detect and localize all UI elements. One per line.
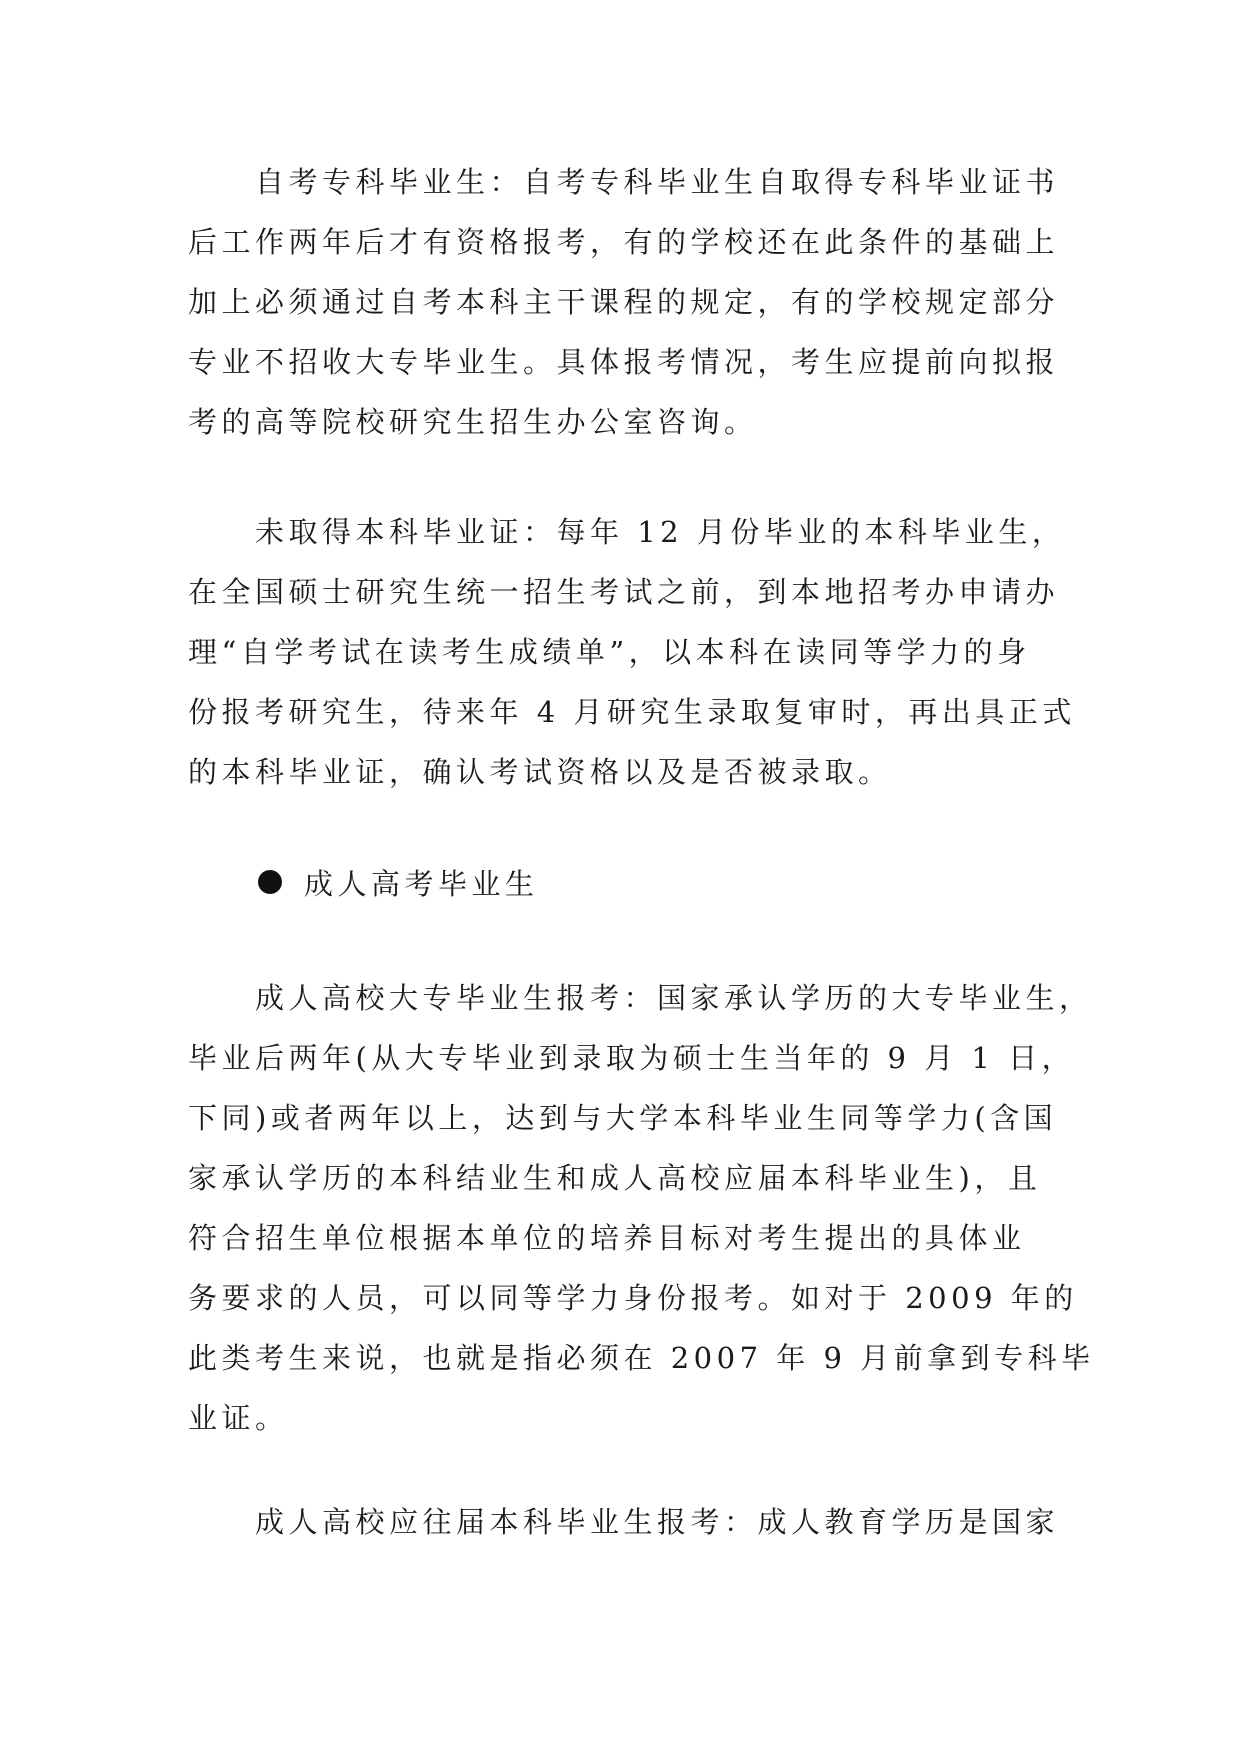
- paragraph-line: 业证。: [188, 1401, 289, 1435]
- paragraph-line: 未取得本科毕业证：每年 12 月份毕业的本科毕业生，: [188, 515, 1066, 549]
- paragraph-line: 份报考研究生，待来年 4 月研究生录取复审时，再出具正式: [188, 695, 1076, 729]
- paragraph-line: 下同)或者两年以上，达到与大学本科毕业生同等学力(含国: [188, 1101, 1058, 1135]
- bullet-heading: [258, 852, 539, 912]
- paragraph-line: 自考专科毕业生：自考专科毕业生自取得专科毕业证书: [188, 165, 1060, 199]
- paragraph-line: 在全国硕士研究生统一招生考试之前，到本地招考办申请办: [188, 575, 1060, 609]
- paragraph-self-study-associate: [188, 152, 1060, 452]
- paragraph-adult-college-bachelor: [188, 1492, 1060, 1552]
- paragraph-line: 专业不招收大专毕业生。具体报考情况，考生应提前向拟报: [188, 345, 1060, 379]
- paragraph-line: 加上必须通过自考本科主干课程的规定，有的学校规定部分: [188, 285, 1060, 319]
- paragraph-line: 的本科毕业证，确认考试资格以及是否被录取。: [188, 755, 892, 789]
- paragraph-line: 务要求的人员，可以同等学力身份报考。如对于 2009 年的: [188, 1281, 1078, 1315]
- paragraph-adult-college-associate: [188, 968, 1095, 1448]
- paragraph-line: 符合招生单位根据本单位的培养目标对考生提出的具体业: [188, 1221, 1026, 1255]
- paragraph-line: 家承认学历的本科结业生和成人高校应届本科毕业生)，且: [188, 1161, 1042, 1195]
- paragraph-line: 毕业后两年(从大专毕业到录取为硕士生当年的 9 月 1 日，: [188, 1041, 1076, 1075]
- paragraph-line: 此类考生来说，也就是指必须在 2007 年 9 月前拿到专科毕: [188, 1341, 1095, 1375]
- filled-circle-icon: [258, 870, 282, 894]
- paragraph-line: 理“自学考试在读考生成绩单”，以本科在读同等学力的身: [188, 635, 1031, 669]
- paragraph-line: 考的高等院校研究生招生办公室咨询。: [188, 405, 758, 439]
- paragraph-no-bachelor-certificate: [188, 502, 1076, 802]
- paragraph-line: 成人高校大专毕业生报考：国家承认学历的大专毕业生，: [188, 981, 1093, 1015]
- bullet-heading-label: 成人高考毕业生: [304, 866, 539, 901]
- paragraph-line: 后工作两年后才有资格报考，有的学校还在此条件的基础上: [188, 225, 1060, 259]
- paragraph-line: 成人高校应往届本科毕业生报考：成人教育学历是国家: [188, 1505, 1060, 1539]
